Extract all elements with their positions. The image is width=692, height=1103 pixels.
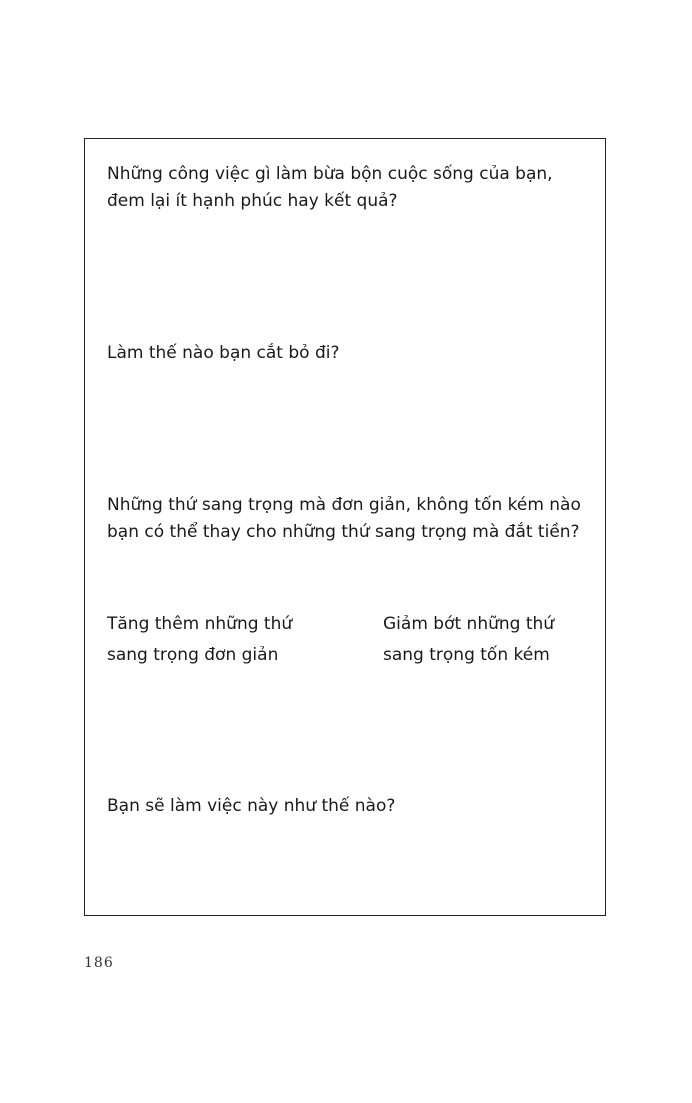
column-left-line-1: Tăng thêm những thứ: [107, 614, 293, 634]
column-reduce-costly-luxuries: [383, 609, 613, 671]
column-increase-simple-luxuries: [107, 609, 337, 671]
question-cut-out: Làm thế nào bạn cắt bỏ đi?: [107, 343, 340, 363]
page-number: 186: [84, 955, 114, 971]
column-right-line-1: Giảm bớt những thứ: [383, 614, 555, 634]
column-left-line-2: sang trọng đơn giản: [107, 645, 279, 665]
question-clutter: Những công việc gì làm bừa bộn cuộc sống của bạn, đem lại ít hạnh phúc hay kết quả?: [107, 164, 553, 211]
worksheet-box: [84, 138, 606, 916]
question-simple-luxuries: Những thứ sang trọng mà đơn giản, không tốn kém nào bạn có thể thay cho những thứ sang trọng mà đắt tiền?: [107, 495, 581, 542]
column-right-line-2: sang trọng tốn kém: [383, 645, 550, 665]
question-how-to-do: Bạn sẽ làm việc này như thế nào?: [107, 796, 396, 816]
